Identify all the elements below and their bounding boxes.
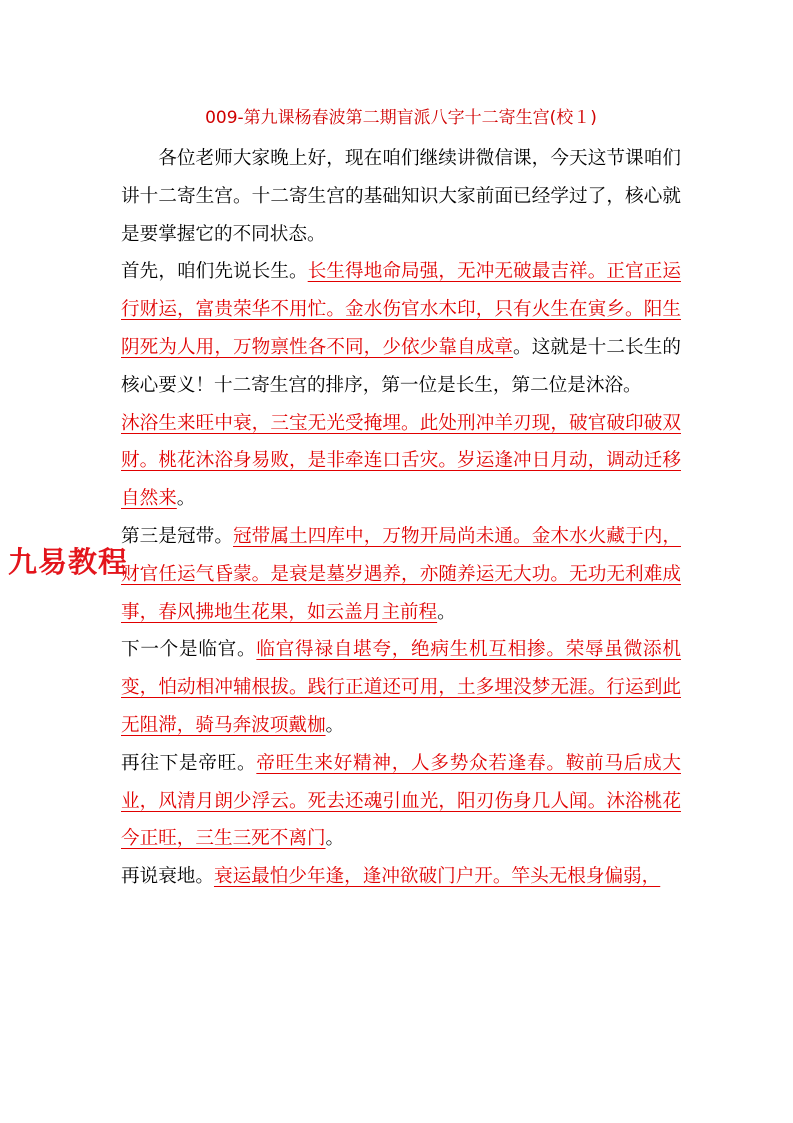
verse-guandai: 冠带属土四库中，万物开局尚未通。金木水火藏于内，财官任运气昏蒙。是衰是墓岁遇养，亦随养运无大功。无功无利难成事，春风拂地生花果，如云盖月主前程	[121, 525, 681, 623]
document-title: 009-第九课杨春波第二期盲派八字十二寄生宫(校１)	[205, 108, 597, 128]
verse-linguan: 临官得禄自堪夸，绝病生机互相掺。荣辱虽微添机变，怕动相冲辅根拔。践行正道还可用，土多埋没梦无涯。行运到此无阻滞，骑马奔波项戴枷	[121, 639, 681, 736]
paragraph-lead: 首先，咱们先说长生。	[121, 261, 308, 283]
paragraph-lead: 下一个是临官。	[121, 639, 257, 661]
paragraph-lead: 再往下是帝旺。	[121, 752, 257, 774]
paragraph-lead: 再说衰地。	[121, 866, 214, 888]
paragraph-tail: 。	[437, 601, 456, 623]
verse-diwang: 帝旺生来好精神，人多势众若逢春。鞍前马后成大业，风清月朗少浮云。死去还魂引血光，阳刃伤身几人闻。沐浴桃花今正旺，三生三死不离门	[121, 752, 681, 850]
verse-shuai: 衰运最怕少年逢，逢冲欲破门户开。竿头无根身偏弱，	[213, 866, 661, 888]
paragraph-tail: 。	[325, 714, 345, 736]
paragraph-diwang	[121, 745, 681, 858]
verse-changsheng: 长生得地命局强，无冲无破最吉祥。正官正运行财运，富贵荣华不用忙。金水伤官水木印，只有火生在寅乡。阳生阴死为人用，万物禀性各不同，少依少靠自成章	[121, 261, 681, 358]
intro-paragraph: 各位老师大家晚上好，现在咱们继续讲微信课，今天这节课咱们讲十二寄生宫。十二寄生宫的基础知识大家前面已经学过了，核心就是要掌握它的不同状态。	[121, 148, 681, 245]
verse-muyu: 沐浴生来旺中衰，三宝无光受掩埋。此处刑冲羊刃现，破官破印破双财。桃花沐浴身易败，是非牵连口舌灾。岁运逢冲日月动，调动迁移自然来	[121, 412, 681, 510]
paragraph-changsheng	[121, 253, 681, 404]
paragraph-tail: 。	[325, 828, 345, 850]
paragraph-linguan	[121, 631, 681, 744]
paragraph-lead: 第三是冠带。	[121, 525, 234, 547]
paragraph-muyu	[121, 405, 681, 518]
watermark-logo: 九易教程	[8, 545, 129, 579]
paragraph-shuai	[121, 858, 681, 896]
paragraph-tail: 。这就是十二长生的核心要义！十二寄生宫的排序，第一位是长生，第二位是沐浴。	[121, 336, 681, 396]
paragraph-tail: 。	[176, 488, 196, 510]
paragraph-guandai	[121, 518, 681, 631]
document-body	[121, 140, 681, 896]
